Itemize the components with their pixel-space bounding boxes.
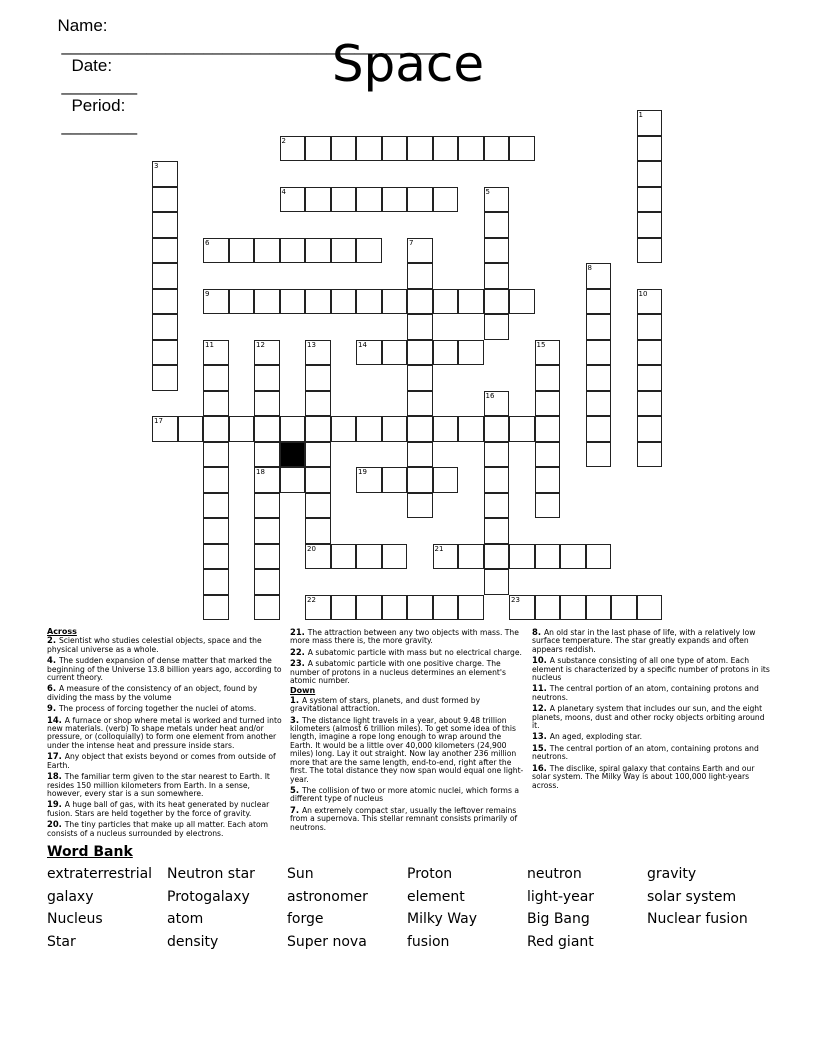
grid-cell[interactable] — [407, 238, 433, 264]
grid-cell[interactable] — [484, 569, 510, 595]
grid-cell[interactable] — [586, 544, 612, 570]
clue-number: 19 — [358, 468, 367, 476]
word-bank-item: Star — [47, 933, 76, 950]
down-clue — [532, 684, 772, 702]
grid-cell[interactable] — [382, 467, 408, 493]
grid-cell[interactable] — [203, 569, 229, 595]
word-bank-item: element — [407, 888, 465, 905]
clue-text: A system of stars, planets, and dust formed by gravitational attraction. — [290, 695, 481, 714]
grid-cell[interactable] — [356, 187, 382, 213]
grid-cell[interactable] — [203, 340, 229, 366]
grid-cell[interactable] — [152, 238, 178, 264]
grid-cell[interactable] — [509, 544, 535, 570]
clue-text: The collision of two or more atomic nuclei, which forms a different type of nucleus — [290, 785, 519, 804]
grid-cell[interactable] — [560, 544, 586, 570]
grid-cell[interactable] — [254, 340, 280, 366]
clue-text: A subatomic particle with one positive charge. The number of protons in a nucleus determines an element's atomic number. — [290, 659, 506, 686]
grid-cell[interactable] — [586, 314, 612, 340]
grid-cell[interactable] — [203, 365, 229, 391]
down-clue — [532, 656, 772, 682]
period-blank[interactable]: ________ — [61, 116, 138, 135]
word-bank-item: density — [167, 933, 219, 950]
grid-cell[interactable] — [407, 493, 433, 519]
grid-cell[interactable] — [433, 340, 459, 366]
clue-number: 4 — [281, 187, 286, 196]
grid-cell[interactable] — [305, 238, 331, 264]
clue-number: 16 — [485, 391, 495, 400]
clue-number: 10 — [638, 289, 648, 298]
grid-cell[interactable] — [331, 289, 357, 315]
grid-cell[interactable] — [407, 314, 433, 340]
down-clue — [290, 696, 526, 714]
grid-cell[interactable] — [586, 263, 612, 289]
grid-cell[interactable] — [407, 442, 433, 468]
grid-cell[interactable] — [586, 595, 612, 621]
clue-number: 23 — [511, 595, 520, 604]
clue-text: The familiar term given to the star nearest to Earth. It resides 150 million kilometers from Earth. In a sense, however, every star is a sun somewhere. — [47, 772, 270, 798]
clue-number: 22. — [290, 646, 308, 657]
grid-cell[interactable] — [382, 289, 408, 315]
grid-cell[interactable] — [229, 238, 255, 264]
grid-cell[interactable] — [203, 442, 229, 468]
clue-text: The attraction between any two objects with mass. The more mass there is, the more gravity. — [290, 628, 519, 646]
across-clue — [47, 800, 284, 818]
grid-cell[interactable] — [458, 544, 484, 570]
grid-cell[interactable] — [535, 442, 561, 468]
grid-cell[interactable] — [484, 544, 510, 570]
grid-cell[interactable] — [382, 416, 408, 442]
grid-cell[interactable] — [254, 518, 280, 544]
grid-cell[interactable] — [254, 442, 280, 468]
grid-cell[interactable] — [280, 136, 306, 162]
grid-cell[interactable] — [152, 289, 178, 315]
grid-cell[interactable] — [433, 416, 459, 442]
grid-cell[interactable] — [509, 595, 535, 621]
word-bank-item: astronomer — [287, 888, 368, 905]
grid-cell[interactable] — [484, 263, 510, 289]
grid-cell[interactable] — [484, 467, 510, 493]
down-heading: Down — [290, 686, 316, 696]
grid-cell[interactable] — [586, 289, 612, 315]
grid-cell[interactable] — [407, 467, 433, 493]
clue-text: The process of forcing together the nuclei of atoms. — [58, 704, 257, 714]
grid-cell[interactable] — [407, 289, 433, 315]
clue-text: A huge ball of gas, with its heat generated by nuclear fusion. Stars are held together by the force of gravity. — [47, 800, 270, 818]
grid-cell[interactable] — [458, 416, 484, 442]
clue-text: A measure of the consistency of an object, found by dividing the mass by the volume — [47, 684, 258, 702]
grid-cell[interactable] — [586, 416, 612, 442]
grid-cell[interactable] — [509, 416, 535, 442]
grid-cell[interactable] — [637, 416, 663, 442]
grid-cell[interactable] — [203, 595, 229, 621]
clue-number: 5 — [485, 187, 490, 196]
grid-cell[interactable] — [433, 467, 459, 493]
grid-cell[interactable] — [535, 340, 561, 366]
page-title: Space — [331, 35, 485, 93]
grid-cell[interactable] — [637, 238, 663, 264]
across-clue — [47, 820, 284, 838]
grid-cell[interactable] — [458, 289, 484, 315]
grid-cell[interactable] — [560, 595, 586, 621]
name-label: Name: — [57, 16, 108, 35]
clues-column-2 — [290, 628, 526, 834]
grid-cell[interactable] — [152, 187, 178, 213]
down-clue — [532, 744, 772, 762]
grid-cell[interactable] — [484, 442, 510, 468]
grid-cell[interactable] — [280, 467, 306, 493]
grid-cell[interactable] — [152, 161, 178, 187]
grid-cell[interactable] — [586, 442, 612, 468]
grid-cell[interactable] — [433, 289, 459, 315]
grid-cell[interactable] — [331, 238, 357, 264]
grid-cell[interactable] — [280, 238, 306, 264]
grid-cell[interactable] — [535, 467, 561, 493]
grid-cell[interactable] — [356, 136, 382, 162]
grid-cell[interactable] — [331, 595, 357, 621]
grid-cell[interactable] — [458, 136, 484, 162]
grid-cell[interactable] — [484, 314, 510, 340]
grid-cell[interactable] — [484, 391, 510, 417]
down-clue — [290, 786, 526, 804]
grid-cell[interactable] — [586, 340, 612, 366]
grid-cell[interactable] — [152, 212, 178, 238]
grid-cell[interactable] — [637, 187, 663, 213]
word-bank-item: Protogalaxy — [167, 888, 250, 905]
clue-number: 11 — [205, 340, 214, 349]
grid-cell[interactable] — [229, 289, 255, 315]
across-clue — [47, 772, 284, 798]
grid-cell[interactable] — [203, 544, 229, 570]
grid-cell[interactable] — [152, 365, 178, 391]
grid-cell[interactable] — [637, 314, 663, 340]
word-bank-title: Word Bank — [47, 844, 133, 860]
grid-cell[interactable] — [203, 238, 229, 264]
word-bank-item: fusion — [407, 933, 450, 950]
grid-cell[interactable] — [280, 289, 306, 315]
grid-cell[interactable] — [637, 110, 663, 136]
grid-cell[interactable] — [458, 340, 484, 366]
down-clue — [290, 716, 526, 784]
grid-cell[interactable] — [586, 365, 612, 391]
grid-cell[interactable] — [535, 416, 561, 442]
grid-cell[interactable] — [407, 416, 433, 442]
across-clue — [47, 636, 284, 654]
word-bank-item: Super nova — [287, 933, 367, 950]
across-clue — [290, 659, 526, 685]
grid-cell[interactable] — [305, 340, 331, 366]
grid-cell[interactable] — [535, 365, 561, 391]
grid-cell[interactable] — [637, 595, 663, 621]
clue-number: 7 — [409, 238, 414, 247]
clue-number: 10. — [532, 655, 550, 666]
clue-text: A planetary system that includes our sun, and the eight planets, moons, dust and other rocky objects orbiting around it. — [532, 704, 765, 731]
clue-text: A substance consisting of all one type of atom. Each element is characterized by a specific number of protons in its nucleus — [532, 656, 770, 683]
across-clue — [290, 628, 526, 646]
grid-cell[interactable] — [254, 544, 280, 570]
word-bank-item: forge — [287, 911, 324, 928]
across-heading: Across — [47, 627, 77, 636]
grid-cell[interactable] — [305, 544, 331, 570]
grid-cell[interactable] — [382, 136, 408, 162]
grid-cell[interactable] — [356, 289, 382, 315]
down-clue — [290, 806, 526, 832]
word-bank-item: atom — [167, 911, 204, 928]
grid-cell[interactable] — [331, 136, 357, 162]
clue-text: The central portion of an atom, containing protons and neutrons. — [532, 684, 759, 702]
clue-number: 8 — [587, 264, 592, 272]
grid-cell[interactable] — [407, 595, 433, 621]
word-bank-item: Milky Way — [407, 911, 478, 928]
grid-cell[interactable] — [611, 595, 637, 621]
clue-number: 3. — [290, 714, 302, 725]
grid-cell[interactable] — [356, 340, 382, 366]
grid-cell[interactable] — [305, 289, 331, 315]
word-bank-item: Neutron star — [167, 866, 255, 882]
across-clue — [47, 716, 284, 751]
clue-number: 15 — [536, 340, 546, 349]
date-blank[interactable]: ________ — [61, 76, 138, 95]
grid-cell[interactable] — [203, 416, 229, 442]
grid-cell[interactable] — [535, 391, 561, 417]
grid-cell[interactable] — [433, 544, 459, 570]
clue-number: 5. — [290, 784, 302, 795]
grid-cell[interactable] — [254, 238, 280, 264]
grid-cell[interactable] — [305, 595, 331, 621]
word-bank-item: Proton — [407, 866, 453, 882]
across-clue — [47, 704, 284, 713]
clue-text: The tiny particles that make up all matter. Each atom consists of a nucleus surrounded by electrons. — [47, 820, 269, 838]
grid-cell[interactable] — [637, 289, 663, 315]
grid-cell[interactable] — [458, 595, 484, 621]
grid-cell[interactable] — [433, 136, 459, 162]
grid-cell[interactable] — [152, 340, 178, 366]
clue-number: 1 — [638, 111, 643, 119]
grid-cell[interactable] — [305, 518, 331, 544]
grid-cell[interactable] — [203, 467, 229, 493]
clue-number: 12 — [256, 340, 265, 349]
clue-text: The central portion of an atom, containing protons and neutrons. — [532, 743, 759, 762]
grid-cell[interactable] — [484, 416, 510, 442]
grid-cell[interactable] — [433, 595, 459, 621]
clue-number: 14. — [47, 714, 65, 725]
clue-text: An old star in the last phase of life, with a relatively low surface temperature. The star greatly expands and often appears reddish. — [532, 628, 756, 654]
grid-cell[interactable] — [356, 467, 382, 493]
clue-text: An extremely compact star, usually the leftover remains from a supernova. This stellar remnant consists primarily of neutrons. — [290, 805, 518, 832]
clue-number: 17 — [154, 417, 163, 425]
grid-cell[interactable] — [484, 136, 510, 162]
grid-cell[interactable] — [407, 263, 433, 289]
clue-number: 9. — [47, 703, 59, 714]
grid-cell[interactable] — [305, 467, 331, 493]
grid-cell[interactable] — [305, 442, 331, 468]
grid-cell[interactable] — [535, 544, 561, 570]
down-clue — [532, 628, 772, 654]
down-clue — [532, 764, 772, 790]
clue-number: 19. — [47, 799, 65, 810]
grid-cell[interactable] — [305, 136, 331, 162]
clue-number: 2 — [281, 136, 286, 145]
grid-cell[interactable] — [331, 544, 357, 570]
across-clue — [290, 648, 526, 657]
clue-number: 17. — [47, 751, 65, 762]
down-clue — [532, 732, 772, 741]
word-bank-item: Big Bang — [527, 911, 590, 928]
grid-cell[interactable] — [280, 416, 306, 442]
grid-cell[interactable] — [484, 518, 510, 544]
across-clue — [47, 684, 284, 702]
grid-cell[interactable] — [407, 340, 433, 366]
grid-cell[interactable] — [637, 136, 663, 162]
grid-cell[interactable] — [356, 595, 382, 621]
grid-cell[interactable] — [254, 467, 280, 493]
word-bank-item: Nuclear fusion — [647, 911, 748, 928]
grid-cell[interactable] — [407, 365, 433, 391]
grid-cell[interactable] — [254, 595, 280, 621]
clue-text: The sudden expansion of dense matter that marked the beginning of the Universe 13.8 billion years ago, according to current theory. — [47, 656, 282, 683]
grid-cell[interactable] — [586, 391, 612, 417]
grid-cell[interactable] — [331, 416, 357, 442]
grid-cell[interactable] — [305, 365, 331, 391]
grid-cell[interactable] — [535, 493, 561, 519]
grid-cell[interactable] — [356, 544, 382, 570]
grid-cell[interactable] — [178, 416, 204, 442]
grid-cell[interactable] — [407, 391, 433, 417]
grid-cell[interactable] — [356, 238, 382, 264]
word-bank-item: solar system — [647, 888, 737, 905]
grid-cell[interactable] — [433, 187, 459, 213]
grid-cell[interactable] — [637, 442, 663, 468]
clue-number: 12. — [532, 703, 550, 714]
clues-column-1 — [47, 628, 284, 840]
clue-number: 20. — [47, 819, 65, 830]
clue-number: 6. — [47, 683, 59, 694]
clue-number: 7. — [290, 804, 302, 815]
grid-cell[interactable] — [356, 416, 382, 442]
grid-cell[interactable] — [637, 161, 663, 187]
grid-cell[interactable] — [254, 391, 280, 417]
grid-cell[interactable] — [382, 340, 408, 366]
grid-cell[interactable] — [305, 391, 331, 417]
clue-number: 14 — [358, 340, 367, 349]
grid-cell[interactable] — [484, 493, 510, 519]
period-label: Period: — [71, 96, 126, 115]
clue-number: 18. — [47, 771, 65, 782]
grid-cell[interactable] — [331, 187, 357, 213]
clue-text: Any object that exists beyond or comes from outside of Earth. — [47, 752, 276, 770]
date-label: Date: — [71, 56, 113, 75]
grid-cell[interactable] — [152, 263, 178, 289]
grid-cell[interactable] — [484, 289, 510, 315]
clue-number: 6 — [205, 238, 210, 247]
clue-number: 22 — [307, 595, 316, 604]
name-blank[interactable]: ________________________________________ — [61, 36, 440, 55]
clue-text: Scientist who studies celestial objects, space and the physical universe as a whole. — [47, 636, 262, 654]
grid-cell[interactable] — [305, 493, 331, 519]
grid-cell[interactable] — [407, 187, 433, 213]
grid-cell[interactable] — [229, 416, 255, 442]
grid-cell[interactable] — [254, 569, 280, 595]
word-bank-item: light-year — [527, 888, 595, 905]
clue-number: 23. — [290, 658, 308, 669]
clue-text: The disclike, spiral galaxy that contains Earth and our solar system. The Milky Way is about 100,000 light-years across. — [532, 763, 755, 790]
grid-cell[interactable] — [203, 289, 229, 315]
word-bank-item: extraterrestrial — [47, 866, 153, 882]
grid-cell[interactable] — [203, 391, 229, 417]
grid-cell[interactable] — [203, 518, 229, 544]
word-bank-item: neutron — [527, 866, 582, 882]
clue-text: A furnace or shop where metal is worked and turned into new materials. (verb) To shape metals under heat and/or pressure, or (colloquially) to form one element from another under the intense heat and pressure inside stars. — [47, 715, 282, 750]
across-clue — [47, 656, 284, 682]
grid-cell[interactable] — [305, 416, 331, 442]
grid-cell[interactable] — [254, 365, 280, 391]
across-clue — [47, 752, 284, 770]
grid-cell[interactable] — [152, 416, 178, 442]
clue-number: 11. — [532, 683, 550, 694]
grid-cell[interactable] — [484, 187, 510, 213]
word-bank-item: Nucleus — [47, 911, 103, 928]
clue-text: An aged, exploding star. — [549, 732, 642, 742]
clue-number: 2. — [47, 635, 59, 646]
clue-number: 21. — [290, 627, 308, 637]
grid-cell[interactable] — [305, 187, 331, 213]
grid-cell[interactable] — [637, 212, 663, 238]
word-bank-item: Sun — [287, 866, 314, 882]
grid-cell[interactable] — [254, 493, 280, 519]
grid-cell[interactable] — [382, 544, 408, 570]
clue-number: 8. — [532, 627, 544, 637]
clue-number: 1. — [290, 694, 302, 705]
clue-number: 13. — [532, 731, 550, 742]
grid-cell[interactable] — [509, 289, 535, 315]
clue-text: The distance light travels in a year, about 9.48 trillion kilometers (almost 6 trillion miles). To get some idea of this length, imagine a rope long enough to wrap around the Earth. It would be a little over 40,000 kilometers (24,900 miles) long. Lay it out straight. Now lay another 236 million more that are the same length, end-to-end, right after the first. The total distance they now span would equal one light- year. — [290, 715, 524, 784]
clue-number: 15. — [532, 742, 550, 753]
clue-number: 16. — [532, 762, 550, 773]
grid-cell[interactable] — [254, 289, 280, 315]
clues-column-3 — [532, 628, 772, 792]
grid-cell[interactable] — [407, 136, 433, 162]
grid-cell[interactable] — [382, 595, 408, 621]
grid-cell[interactable] — [484, 212, 510, 238]
grid-cell[interactable] — [280, 187, 306, 213]
grid-cell[interactable] — [535, 595, 561, 621]
clue-number: 3 — [154, 162, 159, 170]
clue-number: 21 — [434, 544, 444, 553]
word-bank — [47, 866, 767, 956]
clue-number: 18 — [256, 468, 265, 476]
grid-cell[interactable] — [254, 416, 280, 442]
black-cell — [280, 442, 306, 468]
grid-cell[interactable] — [637, 340, 663, 366]
clue-number: 13 — [307, 340, 316, 349]
grid-cell[interactable] — [382, 187, 408, 213]
grid-cell[interactable] — [484, 238, 510, 264]
word-bank-item: gravity — [647, 866, 697, 882]
grid-cell[interactable] — [152, 314, 178, 340]
word-bank-item: Red giant — [527, 933, 594, 950]
clue-number: 4. — [47, 655, 59, 666]
grid-cell[interactable] — [637, 391, 663, 417]
grid-cell[interactable] — [509, 136, 535, 162]
word-bank-item: galaxy — [47, 888, 94, 905]
clue-number: 9 — [205, 289, 210, 298]
grid-cell[interactable] — [203, 493, 229, 519]
clue-text: A subatomic particle with mass but no electrical charge. — [307, 647, 522, 657]
clue-number: 20 — [307, 544, 316, 553]
down-clue — [532, 704, 772, 730]
grid-cell[interactable] — [637, 365, 663, 391]
